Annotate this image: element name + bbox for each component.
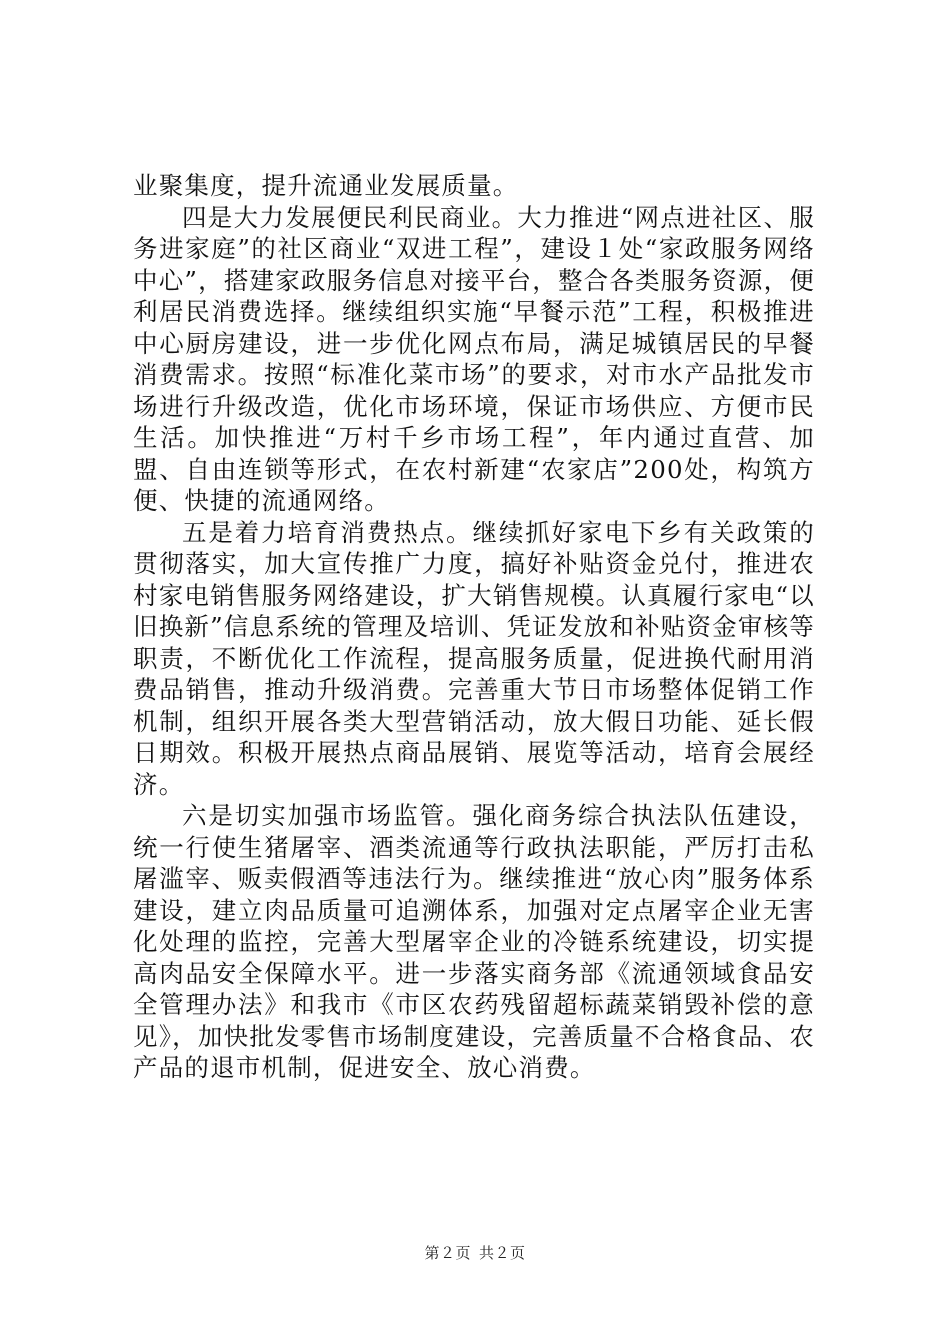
paragraph-continuation: 业聚集度，提升流通业发展质量。 [133, 171, 519, 200]
document-body [133, 170, 815, 1084]
page-number-total: 共２页 [479, 1244, 526, 1262]
paragraph-item-four: 四是大力发展便民利民商业。大力推进“网点进社区、服务进家庭”的社区商业“双进工程”，建设１处“家政服务网络中心”，搭建家政服务信息对接平台，整合各类服务资源，便利居民消费选择。继续组织实施“早餐示范”工程，积极推进中心厨房建设，进一步优化网点布局，满足城镇居民的早餐消费需求。按照“标准化菜市场”的要求，对市水产品批发市场进行升级改造，优化市场环境，保证市场供应、方便市民生活。加快推进“万村千乡市场工程”，年内通过直营、加盟、自由连锁等形式，在农村新建“农家店”200处，构筑方便、快捷的流通网络。 [133, 202, 815, 515]
page-number-current: 第２页 [424, 1244, 471, 1262]
paragraph-item-five: 五是着力培育消费热点。继续抓好家电下乡有关政策的贯彻落实，加大宣传推广力度，搞好补贴资金兑付，推进农村家电销售服务网络建设，扩大销售规模。认真履行家电“以旧换新”信息系统的管理及培训、凭证发放和补贴资金审核等职责，不断优化工作流程，提高服务质量，促进换代耐用消费品销售，推动升级消费。完善重大节日市场整体促销工作机制，组织开展各类大型营销活动，放大假日功能、延长假日期效。积极开展热点商品展销、展览等活动，培育会展经济。 [133, 517, 815, 799]
paragraph-item-six: 六是切实加强市场监管。强化商务综合执法队伍建设，统一行使生猪屠宰、酒类流通等行政执法职能，严厉打击私屠滥宰、贩卖假酒等违法行为。继续推进“放心肉”服务体系建设，建立肉品质量可追溯体系，加强对定点屠宰企业无害化处理的监控，完善大型屠宰企业的冷链系统建设，切实提高肉品安全保障水平。进一步落实商务部《流通领域食品安全管理办法》和我市《市区农药残留超标蔬菜销毁补偿的意见》，加快批发零售市场制度建设，完善质量不合格食品、农产品的退市机制，促进安全、放心消费。 [133, 801, 815, 1082]
page-footer [0, 1243, 950, 1263]
